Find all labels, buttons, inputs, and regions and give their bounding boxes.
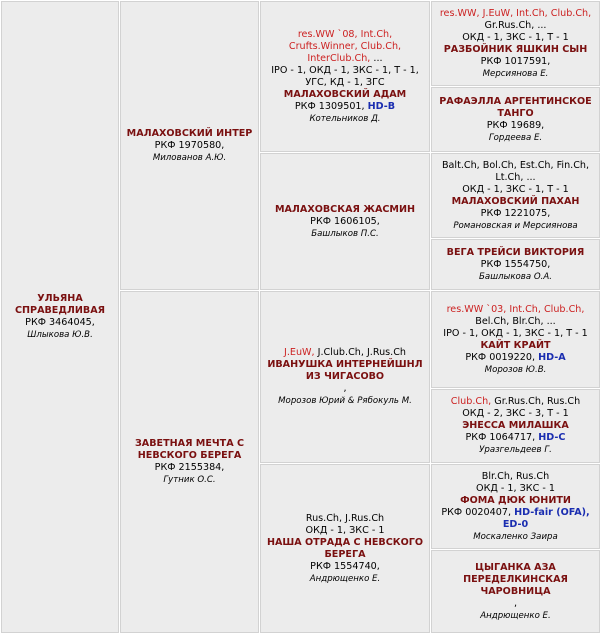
- dog-cell: [1, 1, 120, 634]
- ddd-name: ЦЫГАНКА АЗА ПЕРЕДЕЛКИНСКАЯ ЧАРОВНИЦА: [434, 562, 597, 598]
- ds-owner: Морозов Юрий & Рябокуль М.: [263, 395, 427, 407]
- dsd-hd: HD-C: [538, 432, 565, 443]
- sds-name: МАЛАХОВСКИЙ ПАХАН: [434, 196, 597, 208]
- sd-owner: Башлыков П.С.: [263, 228, 427, 240]
- ss-reg: РКФ 1309501, HD-B: [263, 101, 427, 113]
- ss-titles: res.WW `08, Int.Ch, Crufts.Winner, Club.Ch, InterClub.Ch, ...: [263, 29, 427, 65]
- dsd-owner: Уразгельдеев Г.: [434, 444, 597, 456]
- ddd-comma: ,: [434, 598, 597, 610]
- sds-owner: Романовская и Мерсиянова: [434, 220, 597, 232]
- sdd-reg: РКФ 1554750,: [434, 259, 597, 271]
- dd-cell: [260, 464, 431, 634]
- dd-owner: Андрющенко Е.: [263, 573, 427, 585]
- dds-owner: Москаленко Заира: [434, 531, 597, 543]
- dsd-titles: Club.Ch, Gr.Rus.Ch, Rus.Ch: [434, 396, 597, 408]
- ds-comma: ,: [263, 383, 427, 395]
- ssd-reg: РКФ 19689,: [434, 120, 597, 132]
- dam-cell: [120, 291, 260, 634]
- dd-name: НАША ОТРАДА С НЕВСКОГО БЕРЕГА: [263, 537, 427, 561]
- dss-owner: Морозов Ю.В.: [434, 364, 597, 376]
- sss-tests: ОКД - 1, ЗКС - 1, Т - 1: [434, 32, 597, 44]
- sire-owner: Милованов А.Ю.: [123, 152, 256, 164]
- sds-tests: ОКД - 1, ЗКС - 1, Т - 1: [434, 184, 597, 196]
- ss-owner: Котельников Д.: [263, 113, 427, 125]
- dss-reg: РКФ 0019220, HD-A: [434, 352, 597, 364]
- ssd-name: РАФАЭЛЛА АРГЕНТИНСКОЕ ТАНГО: [434, 96, 597, 120]
- dds-hd: HD-fair (OFA), ED-0: [503, 507, 590, 530]
- dds-reg: РКФ 0020407, HD-fair (OFA), ED-0: [434, 507, 597, 531]
- dss-name: КАЙТ КРАЙТ: [434, 340, 597, 352]
- dds-titles: Blr.Ch, Rus.Ch: [434, 471, 597, 483]
- sss-titles: res.WW, J.EuW, Int.Ch, Club.Ch, Gr.Rus.Ch, ...: [434, 8, 597, 32]
- dd-reg: РКФ 1554740,: [263, 561, 427, 573]
- ds-name: ИВАНУШКА ИНТЕРНЕЙШНЛ ИЗ ЧИГАСОВО: [263, 359, 427, 383]
- ssd-owner: Гордеева Е.: [434, 132, 597, 144]
- dsd-tests: ОКД - 2, ЗКС - 3, Т - 1: [434, 408, 597, 420]
- dog-reg: РКФ 3464045,: [4, 317, 116, 329]
- sdd-owner: Башлыкова О.А.: [434, 271, 597, 283]
- ddd-owner: Андрющенко Е.: [434, 610, 597, 622]
- dds-tests: ОКД - 1, ЗКС - 1: [434, 483, 597, 495]
- dss-hd: HD-A: [538, 352, 566, 363]
- sd-reg: РКФ 1606105,: [263, 216, 427, 228]
- sd-cell: [260, 153, 431, 291]
- dog-owner: Шлыкова Ю.В.: [4, 329, 116, 341]
- ssd-cell: [431, 87, 600, 153]
- dog-name: УЛЬЯНА СПРАВЕДЛИВАЯ: [4, 293, 116, 317]
- sire-cell: [120, 1, 260, 291]
- dam-owner: Гутник О.С.: [123, 474, 256, 486]
- sire-name: МАЛАХОВСКИЙ ИНТЕР: [123, 128, 256, 140]
- sds-titles: Balt.Ch, Bol.Ch, Est.Ch, Fin.Ch, Lt.Ch, ...: [434, 160, 597, 184]
- sire-reg: РКФ 1970580,: [123, 140, 256, 152]
- sdd-name: ВЕГА ТРЕЙСИ ВИКТОРИЯ: [434, 247, 597, 259]
- sdd-cell: [431, 239, 600, 291]
- dd-titles: Rus.Ch, J.Rus.Ch: [263, 513, 427, 525]
- dd-tests: ОКД - 1, ЗКС - 1: [263, 525, 427, 537]
- ds-titles: J.EuW, J.Club.Ch, J.Rus.Ch: [263, 347, 427, 359]
- ddd-cell: [431, 550, 600, 634]
- dss-tests: IPO - 1, ОКД - 1, ЗКС - 1, Т - 1: [434, 328, 597, 340]
- ss-hd: HD-B: [368, 101, 395, 112]
- dam-reg: РКФ 2155384,: [123, 462, 256, 474]
- dsd-reg: РКФ 1064717, HD-C: [434, 432, 597, 444]
- ss-cell: [260, 1, 431, 153]
- sss-cell: [431, 1, 600, 87]
- dsd-cell: [431, 389, 600, 464]
- dds-name: ФОМА ДЮК ЮНИТИ: [434, 495, 597, 507]
- sss-name: РАЗБОЙНИК ЯШКИН СЫН: [434, 44, 597, 56]
- sss-owner: Мерсиянова Е.: [434, 68, 597, 80]
- sds-cell: [431, 153, 600, 239]
- sd-name: МАЛАХОВСКАЯ ЖАСМИН: [263, 204, 427, 216]
- dss-titles: res.WW `03, Int.Ch, Club.Ch, Bel.Ch, Blr.Ch, ...: [434, 304, 597, 328]
- ds-cell: [260, 291, 431, 464]
- dam-name: ЗАВЕТНАЯ МЕЧТА С НЕВСКОГО БЕРЕГА: [123, 438, 256, 462]
- sss-reg: РКФ 1017591,: [434, 56, 597, 68]
- dsd-name: ЭНЕССА МИЛАШКА: [434, 420, 597, 432]
- ss-tests: IPO - 1, ОКД - 1, ЗКС - 1, Т - 1, УГС, КД - 1, ЗГС: [263, 65, 427, 89]
- sds-reg: РКФ 1221075,: [434, 208, 597, 220]
- ss-name: МАЛАХОВСКИЙ АДАМ: [263, 89, 427, 101]
- dds-cell: [431, 464, 600, 550]
- dss-cell: [431, 291, 600, 389]
